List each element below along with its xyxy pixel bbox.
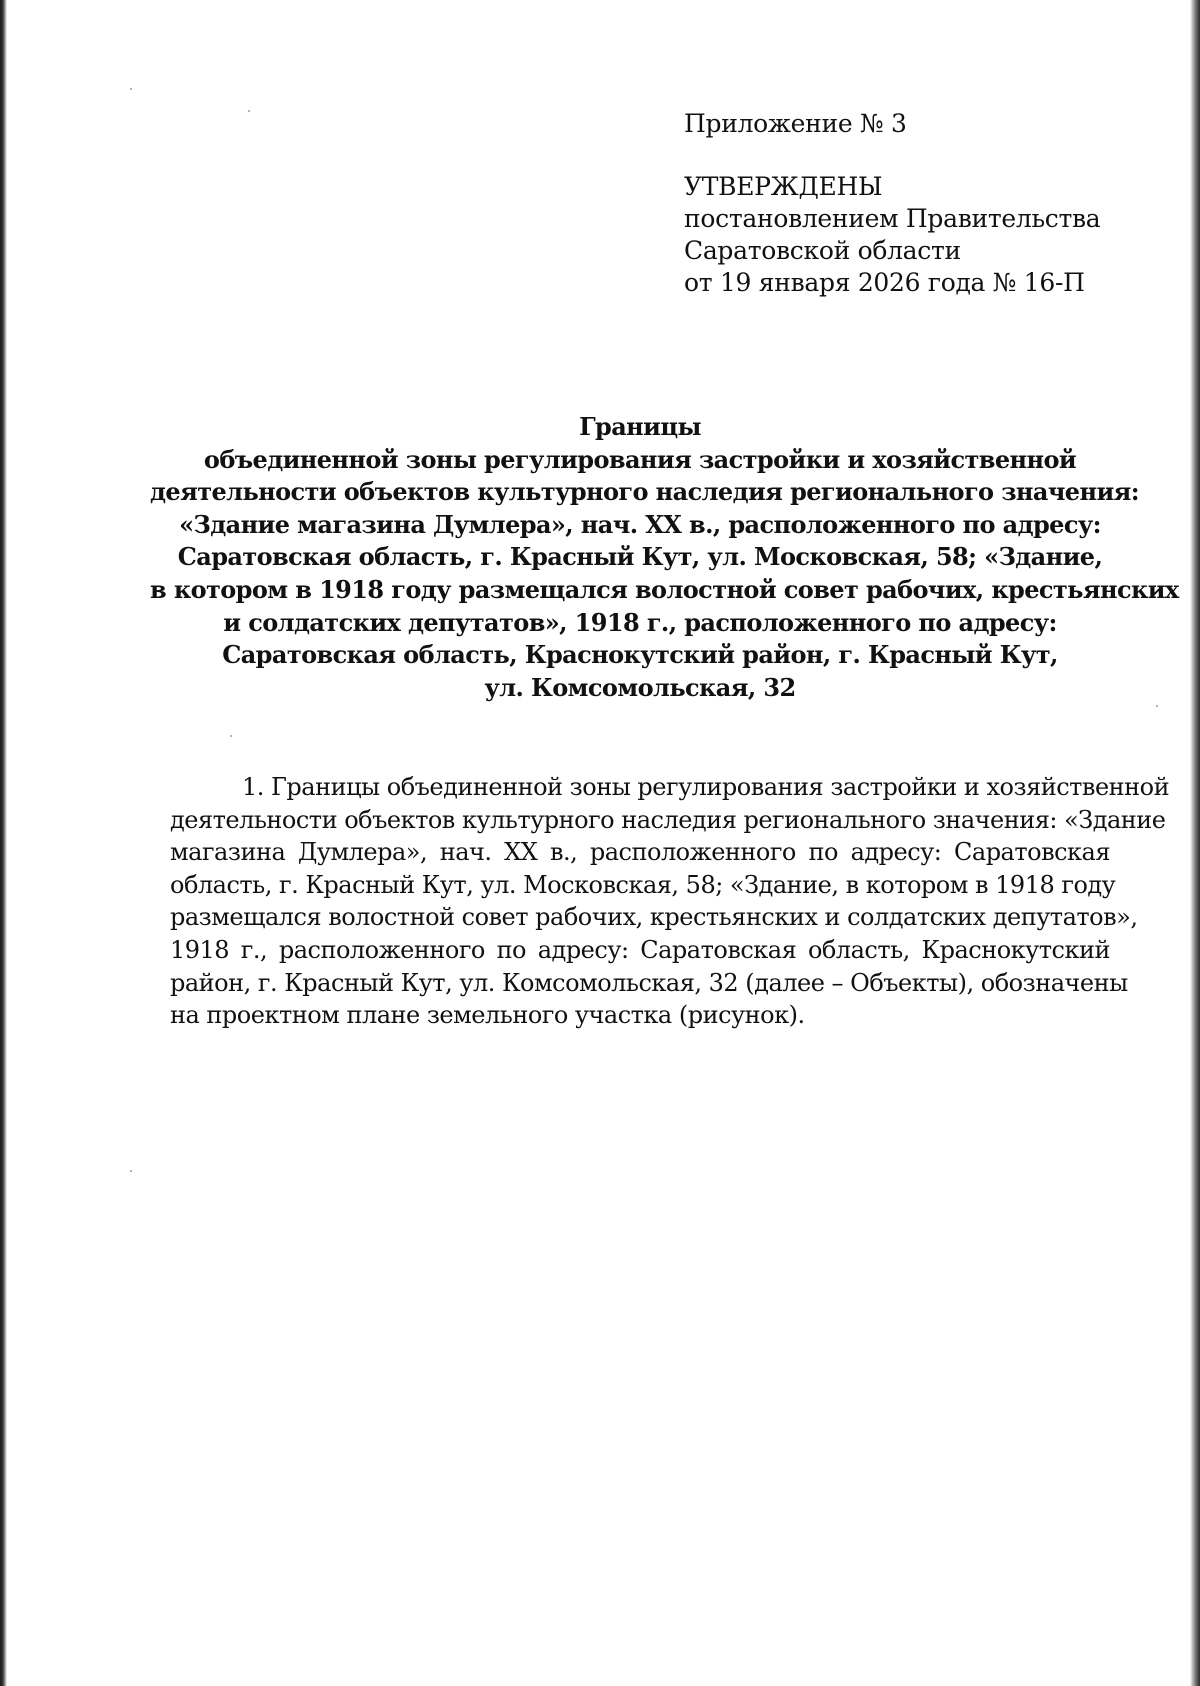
paragraph-line: район, г. Красный Кут, ул. Комсомольская, 32 (далее – Объекты), обозначены bbox=[170, 968, 1128, 997]
title-line: «Здание магазина Думлера», нач. XX в., расположенного по адресу: bbox=[179, 509, 1101, 539]
approval-date-number: от 19 января 2026 года № 16-П bbox=[684, 268, 1085, 297]
approved-by-line-1: постановлением Правительства bbox=[684, 204, 1101, 233]
paragraph-line: 1918 г., расположенного по адресу: Саратовская область, Краснокутский bbox=[170, 935, 1110, 964]
title-line: Саратовская область, г. Красный Кут, ул. Московская, 58; «Здание, bbox=[177, 542, 1103, 572]
title-line: и солдатских депутатов», 1918 г., расположенного по адресу: bbox=[223, 607, 1057, 637]
scan-speck bbox=[230, 735, 232, 737]
title-line: ул. Комсомольская, 32 bbox=[484, 672, 796, 702]
annex-number: Приложение № 3 bbox=[684, 109, 907, 138]
paragraph-line: 1. Границы объединенной зоны регулирования застройки и хозяйственной bbox=[242, 773, 1170, 801]
paragraph-line: магазина Думлера», нач. XX в., расположенного по адресу: Саратовская bbox=[170, 838, 1110, 867]
approved-by-line-2: Саратовской области bbox=[684, 236, 961, 265]
paragraph-line: деятельности объектов культурного наследия регионального значения: «Здание bbox=[170, 805, 1166, 834]
scan-speck bbox=[1156, 705, 1158, 707]
paragraph-line: размещался волостной совет рабочих, крестьянских и солдатских депутатов», bbox=[170, 903, 1138, 932]
title-line: объединенной зоны регулирования застройки и хозяйственной bbox=[203, 444, 1077, 474]
scan-edge-right bbox=[1190, 0, 1200, 1686]
scan-speck bbox=[248, 110, 250, 112]
title-line: Саратовская область, Краснокутский район, г. Красный Кут, bbox=[222, 640, 1058, 670]
paragraph-line: на проектном плане земельного участка (рисунок). bbox=[170, 1001, 805, 1030]
scan-edge-left bbox=[0, 0, 7, 1686]
document-title bbox=[150, 411, 1179, 704]
title-line: Границы bbox=[579, 412, 701, 441]
scan-speck bbox=[130, 88, 132, 90]
title-line: деятельности объектов культурного наследия регионального значения: bbox=[150, 477, 1140, 507]
paragraph-1 bbox=[170, 771, 1170, 1032]
approved-label: УТВЕРЖДЕНЫ bbox=[684, 172, 883, 201]
title-line: в котором в 1918 году размещался волостной совет рабочих, крестьянских bbox=[150, 574, 1179, 604]
approval-stamp-block bbox=[684, 108, 1124, 299]
scan-speck bbox=[130, 1170, 132, 1172]
paragraph-line: область, г. Красный Кут, ул. Московская, 58; «Здание, в котором в 1918 году bbox=[170, 870, 1116, 899]
